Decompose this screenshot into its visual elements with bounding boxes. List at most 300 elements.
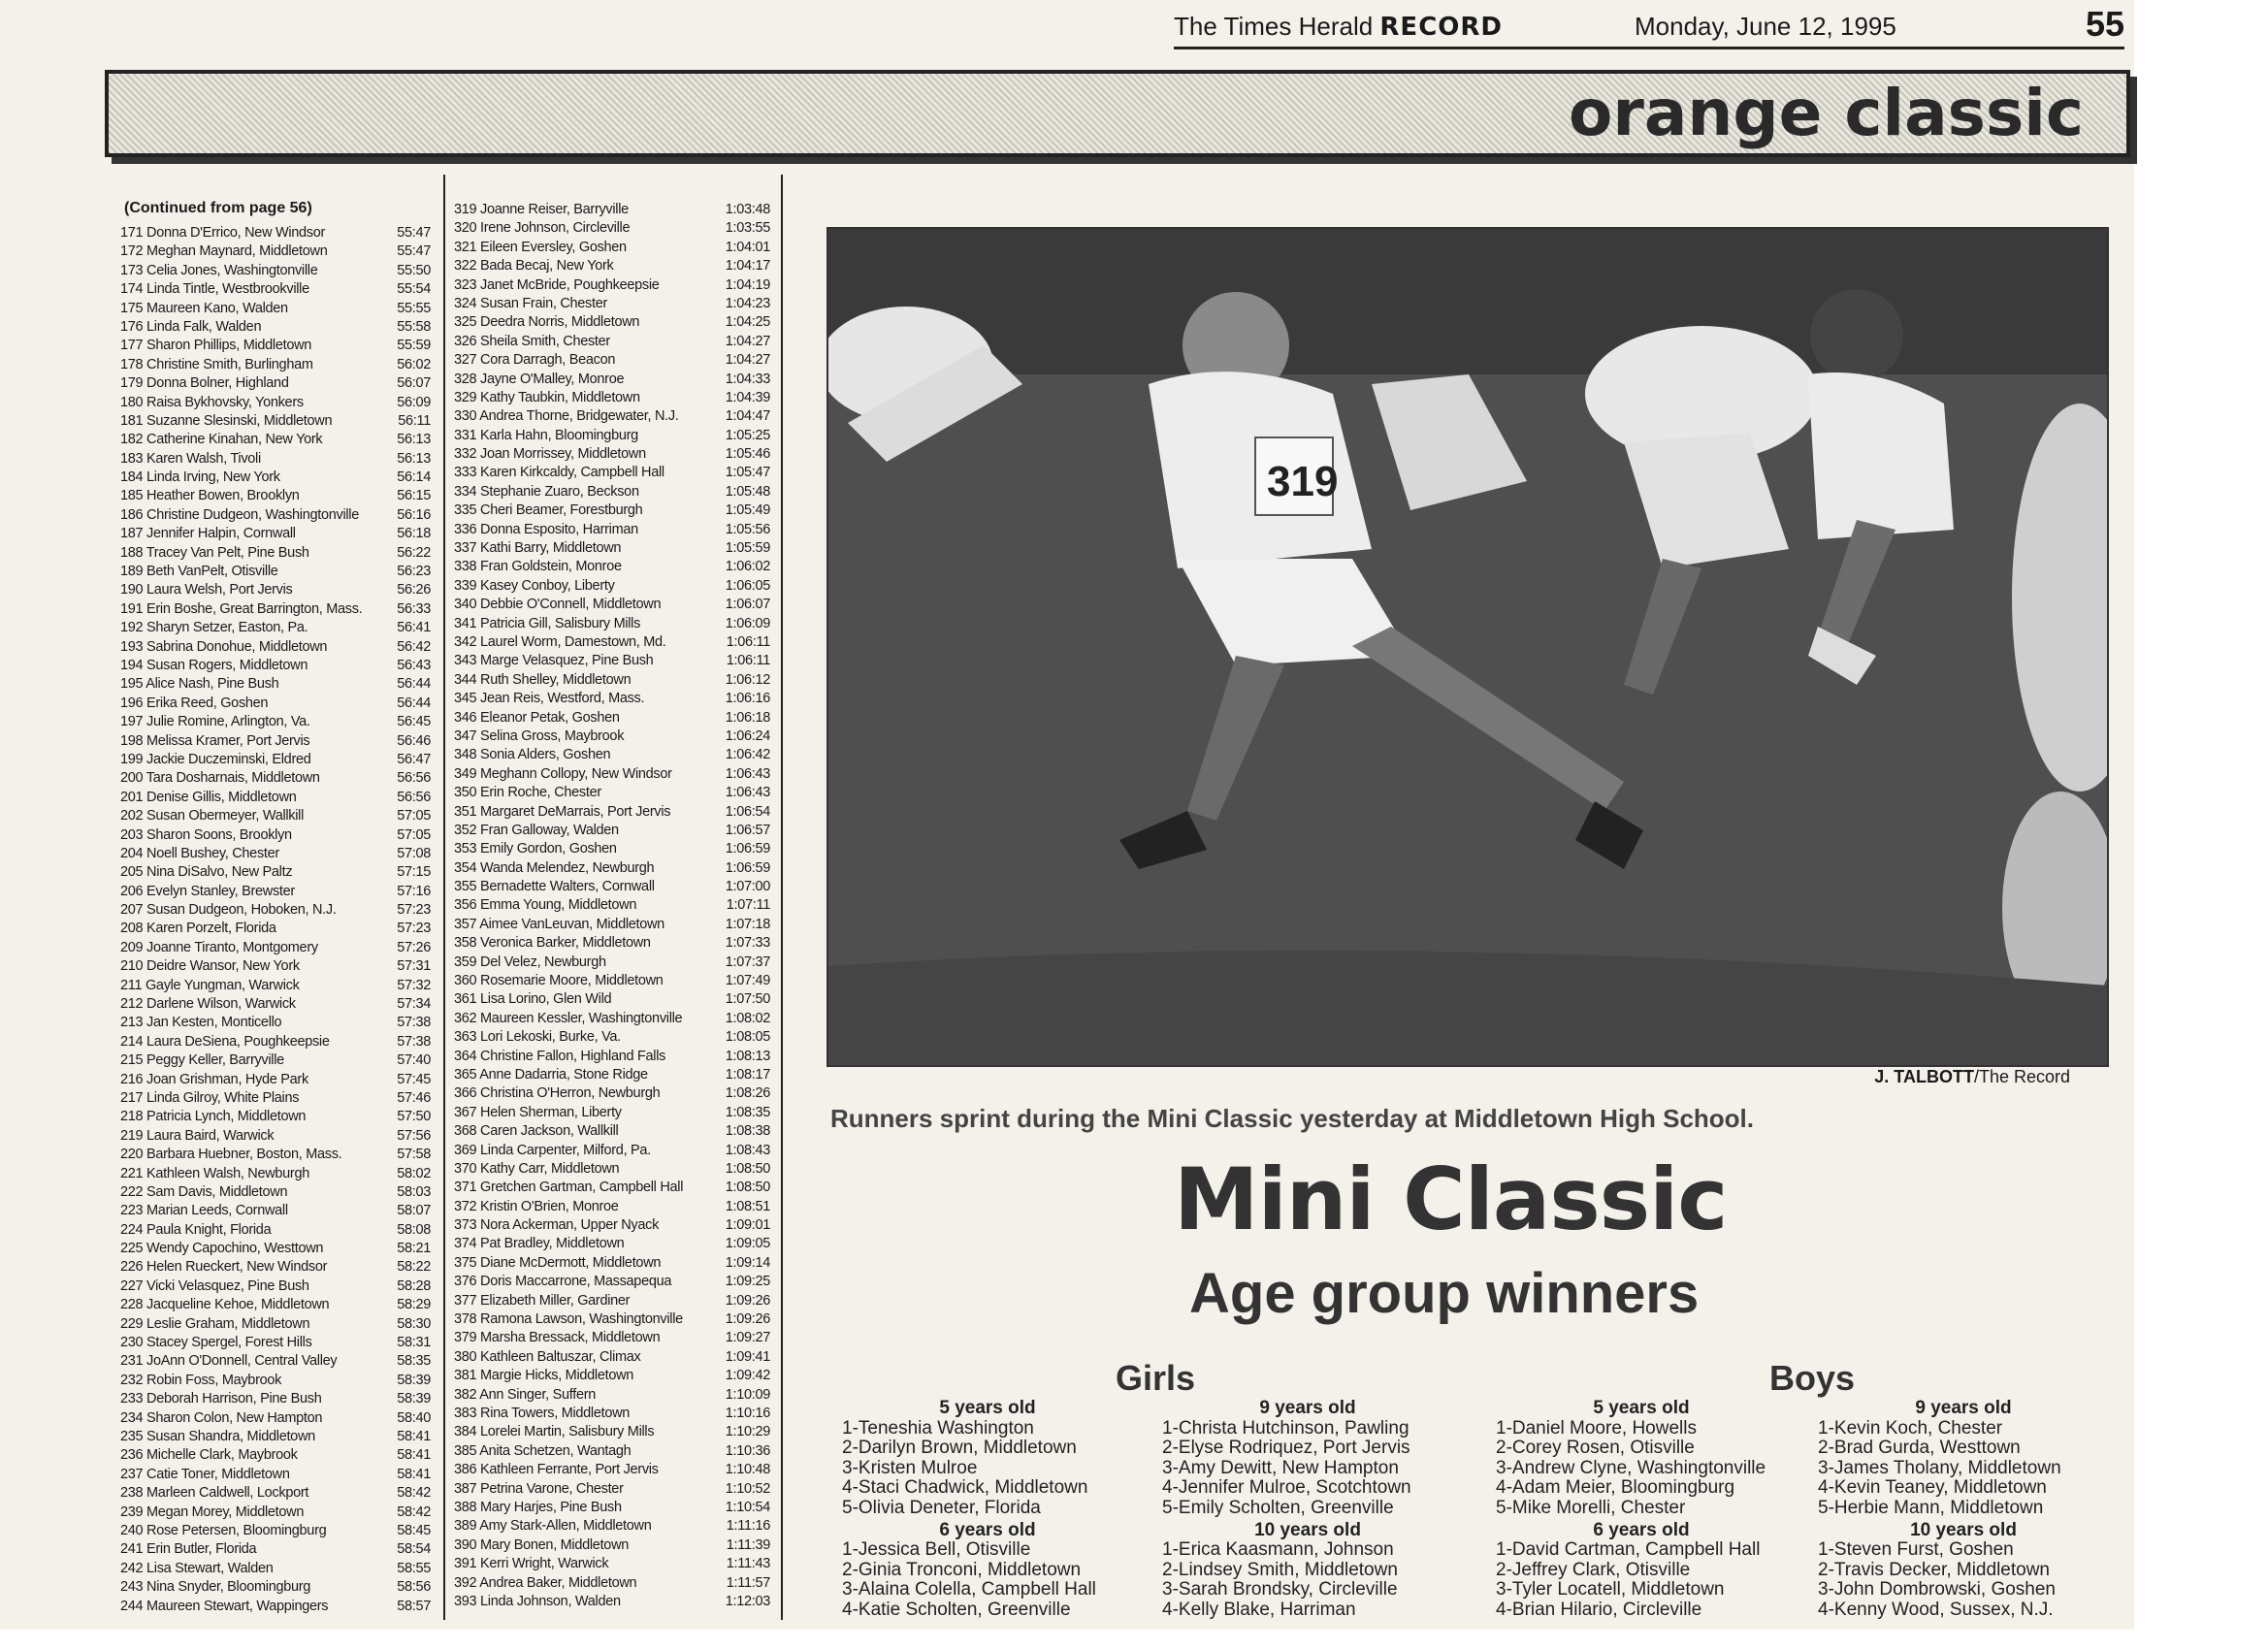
result-row <box>120 280 431 299</box>
runner-name: 374 Pat Bradley, Middletown <box>454 1236 625 1252</box>
finish-time: 1:06:57 <box>725 822 770 838</box>
finish-time: 1:06:18 <box>725 709 770 726</box>
finish-time: 1:06:12 <box>725 671 770 688</box>
runner-name: 348 Sonia Alders, Goshen <box>454 747 611 763</box>
result-row <box>120 657 431 675</box>
result-row <box>120 1089 431 1108</box>
result-row <box>454 878 770 896</box>
finish-time: 1:09:26 <box>725 1292 770 1309</box>
winner-entry: 3-Sarah Brondsky, Circleville <box>1162 1579 1398 1600</box>
runner-name: 393 Linda Johnson, Walden <box>454 1593 621 1609</box>
runner-name: 324 Susan Frain, Chester <box>454 295 608 311</box>
result-row <box>454 1273 770 1291</box>
result-row <box>454 746 770 764</box>
runner-name: 212 Darlene Wilson, Warwick <box>120 996 296 1013</box>
result-row <box>454 840 770 858</box>
result-row <box>454 671 770 690</box>
runner-name: 376 Doris Maccarrone, Massapequa <box>454 1274 672 1290</box>
winner-entry: 3-Kristen Mulroe <box>842 1457 978 1478</box>
finish-time: 57:45 <box>397 1071 431 1087</box>
runner-name: 215 Peggy Keller, Barryville <box>120 1052 284 1069</box>
finish-time: 57:23 <box>397 902 431 919</box>
runner-name: 174 Linda Tintle, Westbrookville <box>120 281 309 298</box>
result-row <box>120 1372 431 1390</box>
runner-name: 200 Tara Dosharnais, Middletown <box>120 770 320 787</box>
runner-name: 220 Barbara Huebner, Boston, Mass. <box>120 1147 342 1163</box>
finish-time: 56:33 <box>397 600 431 617</box>
finish-time: 1:07:37 <box>725 954 770 970</box>
finish-time: 1:07:49 <box>725 973 770 989</box>
runner-name: 230 Stacey Spergel, Forest Hills <box>120 1335 312 1351</box>
winner-entry: 4-Katie Scholten, Greenville <box>842 1599 1071 1620</box>
finish-time: 56:22 <box>397 544 431 561</box>
result-row <box>454 389 770 407</box>
runner-name: 328 Jayne O'Malley, Monroe <box>454 371 625 387</box>
finish-time: 1:06:43 <box>725 785 770 801</box>
result-row <box>454 1480 770 1499</box>
finish-time: 58:42 <box>397 1504 431 1520</box>
finish-time: 57:31 <box>397 958 431 975</box>
runner-name: 216 Joan Grishman, Hyde Park <box>120 1071 308 1087</box>
result-row <box>454 295 770 313</box>
finish-time: 58:30 <box>397 1315 431 1332</box>
result-row <box>120 1484 431 1503</box>
finish-time: 1:06:59 <box>725 841 770 857</box>
winner-entry: 5-Mike Morelli, Chester <box>1496 1497 1686 1518</box>
result-row <box>454 577 770 596</box>
winner-entry: 3-Alaina Colella, Campbell Hall <box>842 1579 1096 1600</box>
finish-time: 1:04:01 <box>725 239 770 255</box>
runner-name: 173 Celia Jones, Washingtonville <box>120 262 318 278</box>
finish-time: 1:05:56 <box>725 521 770 537</box>
result-row <box>120 412 431 431</box>
finish-time: 1:10:52 <box>725 1480 770 1497</box>
runner-name: 186 Christine Dudgeon, Washingtonville <box>120 506 359 523</box>
winner-entry: 2-Corey Rosen, Otisville <box>1496 1438 1695 1459</box>
result-row <box>454 1423 770 1441</box>
winner-entry: 1-Steven Furst, Goshen <box>1818 1539 2014 1561</box>
publication-name: The Times Herald RECORD <box>1174 12 1503 42</box>
runner-name: 238 Marleen Caldwell, Lockport <box>120 1485 309 1502</box>
result-row <box>454 483 770 501</box>
result-row <box>120 431 431 449</box>
finish-time: 1:06:24 <box>725 728 770 744</box>
finish-time: 56:14 <box>397 469 431 486</box>
finish-time: 1:05:46 <box>725 446 770 463</box>
page-number: 55 <box>2085 4 2124 44</box>
finish-time: 56:26 <box>397 582 431 598</box>
svg-text:319: 319 <box>1267 458 1339 505</box>
runner-name: 231 JoAnn O'Donnell, Central Valley <box>120 1353 338 1370</box>
finish-time: 1:08:51 <box>725 1198 770 1214</box>
runner-name: 387 Petrina Varone, Chester <box>454 1480 624 1497</box>
runner-name: 211 Gayle Yungman, Warwick <box>120 977 300 993</box>
column-rule <box>781 175 783 1620</box>
result-row <box>454 1235 770 1253</box>
finish-time: 58:45 <box>397 1522 431 1538</box>
result-row <box>120 242 431 261</box>
age-group <box>1818 1521 2109 1621</box>
winner-entry: 1-Teneshia Washington <box>842 1417 1034 1439</box>
runner-name: 353 Emily Gordon, Goshen <box>454 841 617 857</box>
result-row <box>120 337 431 355</box>
result-row <box>120 1240 431 1258</box>
winner-entry: 1-Jessica Bell, Otisville <box>842 1539 1031 1561</box>
runner-name: 179 Donna Bolner, Highland <box>120 375 289 392</box>
runner-name: 197 Julie Romine, Arlington, Va. <box>120 714 310 730</box>
runner-name: 357 Aimee VanLeuvan, Middletown <box>454 916 664 932</box>
finish-time: 57:05 <box>397 826 431 843</box>
result-row <box>454 1254 770 1273</box>
runner-name: 333 Karen Kirkcaldy, Campbell Hall <box>454 465 664 481</box>
finish-time: 56:16 <box>397 506 431 523</box>
winner-entry: 1-David Cartman, Campbell Hall <box>1496 1539 1761 1561</box>
result-row <box>454 954 770 972</box>
result-row <box>120 1071 431 1089</box>
finish-time: 56:13 <box>397 432 431 448</box>
runner-name: 185 Heather Bowen, Brooklyn <box>120 488 300 504</box>
finish-time: 56:41 <box>397 620 431 636</box>
continued-note: (Continued from page 56) <box>124 200 312 216</box>
result-row <box>454 445 770 464</box>
result-row <box>120 1560 431 1578</box>
finish-time: 1:04:39 <box>725 389 770 405</box>
runners-photo-image <box>828 229 2107 1065</box>
age-group <box>842 1521 1133 1621</box>
finish-time: 1:07:00 <box>725 879 770 895</box>
result-row <box>454 333 770 351</box>
age-group <box>842 1399 1133 1519</box>
result-row <box>120 751 431 769</box>
runner-name: 383 Rina Towers, Middletown <box>454 1406 631 1421</box>
finish-time: 58:03 <box>397 1183 431 1200</box>
runner-name: 223 Marian Leeds, Cornwall <box>120 1203 288 1219</box>
finish-time: 57:56 <box>397 1127 431 1144</box>
finish-time: 1:06:09 <box>725 615 770 631</box>
result-row <box>454 521 770 539</box>
result-row <box>454 1367 770 1385</box>
runner-name: 177 Sharon Phillips, Middletown <box>120 338 312 354</box>
finish-time: 1:09:41 <box>725 1348 770 1365</box>
result-row <box>120 1033 431 1051</box>
result-row <box>120 544 431 563</box>
runner-name: 377 Elizabeth Miller, Gardiner <box>454 1292 631 1309</box>
boys-5-6-column <box>1496 1399 1787 1623</box>
result-row <box>454 313 770 332</box>
winner-entry: 3-Tyler Locatell, Middletown <box>1496 1579 1725 1600</box>
runner-name: 239 Megan Morey, Middletown <box>120 1504 305 1520</box>
finish-time: 1:11:16 <box>726 1518 770 1535</box>
finish-time: 1:10:09 <box>725 1386 770 1403</box>
runner-name: 350 Erin Roche, Chester <box>454 785 601 801</box>
result-row <box>120 619 431 637</box>
finish-time: 56:47 <box>397 751 431 767</box>
result-row <box>454 990 770 1009</box>
runner-name: 193 Sabrina Donohue, Middletown <box>120 638 328 655</box>
result-row <box>120 581 431 599</box>
finish-time: 1:06:16 <box>725 691 770 707</box>
age-group-title: 5 years old <box>939 1398 1036 1418</box>
finish-time: 57:23 <box>397 921 431 937</box>
finish-time: 58:56 <box>397 1579 431 1596</box>
finish-time: 56:11 <box>398 412 431 429</box>
result-row <box>120 224 431 242</box>
girls-label: Girls <box>1116 1358 1196 1398</box>
runner-name: 228 Jacqueline Kehoe, Middletown <box>120 1297 330 1313</box>
runner-name: 244 Maureen Stewart, Wappingers <box>120 1598 329 1614</box>
runner-name: 381 Margie Hicks, Middletown <box>454 1368 634 1384</box>
runner-name: 199 Jackie Duczeminski, Eldred <box>120 751 311 767</box>
runner-name: 226 Helen Rueckert, New Windsor <box>120 1259 328 1276</box>
runner-name: 329 Kathy Taubkin, Middletown <box>454 389 640 405</box>
runner-name: 218 Patricia Lynch, Middletown <box>120 1109 307 1125</box>
winner-entry: 4-Kelly Blake, Harriman <box>1162 1599 1356 1620</box>
result-row <box>120 1334 431 1352</box>
runner-name: 217 Linda Gilroy, White Plains <box>120 1089 300 1106</box>
result-row <box>454 1160 770 1179</box>
result-row <box>454 1179 770 1197</box>
finish-time: 55:47 <box>397 225 431 241</box>
runner-name: 390 Mary Bonen, Middletown <box>454 1536 629 1553</box>
runner-name: 359 Del Velez, Newburgh <box>454 954 606 970</box>
result-row <box>454 1517 770 1536</box>
winner-entry: 2-Elyse Rodriquez, Port Jervis <box>1162 1438 1410 1459</box>
result-row <box>120 469 431 487</box>
finish-time: 1:06:43 <box>725 765 770 782</box>
running-header <box>1174 4 2124 49</box>
finish-time: 1:07:50 <box>725 991 770 1008</box>
finish-time: 58:57 <box>397 1598 431 1614</box>
result-row <box>120 1258 431 1277</box>
age-group <box>1496 1399 1787 1519</box>
winner-entry: 1-Daniel Moore, Howells <box>1496 1417 1697 1439</box>
winner-entry: 5-Herbie Mann, Middletown <box>1818 1497 2044 1518</box>
result-row <box>454 257 770 275</box>
runner-name: 345 Jean Reis, Westford, Mass. <box>454 691 645 707</box>
runner-name: 225 Wendy Capochino, Westtown <box>120 1241 324 1257</box>
runner-name: 182 Catherine Kinahan, New York <box>120 432 323 448</box>
winner-entry: 4-Staci Chadwick, Middletown <box>842 1477 1088 1499</box>
finish-time: 57:26 <box>397 939 431 955</box>
finish-time: 57:34 <box>397 996 431 1013</box>
result-row <box>120 995 431 1014</box>
result-row <box>454 896 770 915</box>
runner-name: 347 Selina Gross, Maybrook <box>454 728 625 744</box>
result-row <box>454 219 770 238</box>
runner-name: 341 Patricia Gill, Salisbury Mills <box>454 615 641 631</box>
runner-name: 352 Fran Galloway, Walden <box>454 822 619 838</box>
finish-time: 1:06:11 <box>726 633 770 650</box>
runner-name: 325 Deedra Norris, Middletown <box>454 314 640 331</box>
finish-time: 1:09:01 <box>725 1217 770 1234</box>
boys-9-10-column <box>1818 1399 2109 1623</box>
runner-name: 368 Caren Jackson, Wallkill <box>454 1123 619 1140</box>
result-row <box>120 1051 431 1070</box>
finish-time: 1:08:50 <box>725 1160 770 1177</box>
runner-name: 233 Deborah Harrison, Pine Bush <box>120 1391 322 1407</box>
runner-name: 378 Ramona Lawson, Washingtonville <box>454 1311 683 1328</box>
result-row <box>120 769 431 788</box>
result-row <box>120 883 431 901</box>
runner-name: 380 Kathleen Baltuszar, Climax <box>454 1348 641 1365</box>
result-row <box>454 1216 770 1235</box>
finish-time: 56:56 <box>397 770 431 787</box>
finish-time: 1:04:25 <box>725 314 770 331</box>
finish-time: 1:04:17 <box>725 258 770 275</box>
result-row <box>454 1198 770 1216</box>
result-row <box>120 356 431 374</box>
runner-name: 221 Kathleen Walsh, Newburgh <box>120 1165 309 1181</box>
result-row <box>454 1593 770 1611</box>
result-row <box>454 972 770 990</box>
runner-name: 339 Kasey Conboy, Liberty <box>454 577 615 594</box>
finish-time: 1:07:33 <box>725 935 770 952</box>
runner-name: 175 Maureen Kano, Walden <box>120 300 288 316</box>
girls-5-6-column <box>842 1399 1133 1623</box>
finish-time: 56:44 <box>397 676 431 693</box>
result-row <box>454 1574 770 1593</box>
runner-name: 382 Ann Singer, Suffern <box>454 1386 597 1403</box>
runner-name: 234 Sharon Colon, New Hampton <box>120 1409 323 1426</box>
finish-time: 58:31 <box>397 1335 431 1351</box>
runner-name: 379 Marsha Bressack, Middletown <box>454 1330 661 1346</box>
finish-time: 1:11:43 <box>726 1556 770 1572</box>
finish-time: 1:09:26 <box>725 1311 770 1328</box>
runner-name: 242 Lisa Stewart, Walden <box>120 1560 274 1576</box>
finish-time: 1:05:59 <box>725 540 770 557</box>
finish-time: 1:08:38 <box>725 1123 770 1140</box>
runner-name: 206 Evelyn Stanley, Brewster <box>120 883 295 899</box>
finish-time: 56:09 <box>397 394 431 410</box>
runner-name: 241 Erin Butler, Florida <box>120 1541 257 1558</box>
finish-time: 1:05:49 <box>725 502 770 519</box>
result-row <box>454 728 770 746</box>
runner-name: 372 Kristin O'Brien, Monroe <box>454 1198 619 1214</box>
finish-time: 58:39 <box>397 1391 431 1407</box>
runner-name: 196 Erika Reed, Goshen <box>120 695 269 711</box>
result-row <box>454 1555 770 1573</box>
runner-name: 209 Joanne Tiranto, Montgomery <box>120 939 318 955</box>
result-row <box>454 1292 770 1310</box>
result-row <box>454 615 770 633</box>
finish-time: 1:09:05 <box>725 1236 770 1252</box>
finish-time: 56:44 <box>397 695 431 711</box>
runner-name: 367 Helen Sherman, Liberty <box>454 1104 622 1120</box>
finish-time: 1:10:48 <box>725 1462 770 1478</box>
runner-name: 188 Tracey Van Pelt, Pine Bush <box>120 544 309 561</box>
result-row <box>454 371 770 389</box>
finish-time: 58:55 <box>397 1560 431 1576</box>
results-column-2 <box>454 201 770 1611</box>
finish-time: 58:35 <box>397 1353 431 1370</box>
runner-name: 320 Irene Johnson, Circleville <box>454 220 631 237</box>
winner-entry: 2-Darilyn Brown, Middletown <box>842 1438 1077 1459</box>
runner-name: 326 Sheila Smith, Chester <box>454 333 610 349</box>
result-row <box>120 300 431 318</box>
result-row <box>454 1010 770 1028</box>
runner-name: 331 Karla Hahn, Bloomingburg <box>454 427 638 443</box>
finish-time: 58:21 <box>397 1241 431 1257</box>
result-row <box>454 1348 770 1367</box>
result-row <box>120 1146 431 1164</box>
runner-name: 191 Erin Boshe, Great Barrington, Mass. <box>120 600 363 617</box>
result-row <box>120 789 431 807</box>
result-row <box>120 939 431 957</box>
runner-name: 321 Eileen Eversley, Goshen <box>454 239 627 255</box>
finish-time: 1:08:26 <box>725 1085 770 1102</box>
finish-time: 1:08:35 <box>725 1104 770 1120</box>
finish-time: 1:04:27 <box>725 333 770 349</box>
result-row <box>454 407 770 426</box>
result-row <box>120 920 431 938</box>
winner-entry: 5-Emily Scholten, Greenville <box>1162 1497 1394 1518</box>
runner-name: 184 Linda Irving, New York <box>120 469 280 486</box>
finish-time: 1:04:33 <box>725 371 770 387</box>
winner-entry: 3-John Dombrowski, Goshen <box>1818 1579 2056 1600</box>
finish-time: 58:54 <box>397 1541 431 1558</box>
winner-entry: 4-Kevin Teaney, Middletown <box>1818 1477 2047 1499</box>
finish-time: 56:18 <box>397 526 431 542</box>
result-row <box>120 845 431 863</box>
finish-time: 56:07 <box>397 375 431 392</box>
finish-time: 1:06:05 <box>725 577 770 594</box>
runner-name: 227 Vicki Velasquez, Pine Bush <box>120 1277 309 1294</box>
finish-time: 1:10:54 <box>725 1499 770 1515</box>
runner-name: 355 Bernadette Walters, Cornwall <box>454 879 655 895</box>
runner-name: 371 Gretchen Gartman, Campbell Hall <box>454 1180 684 1196</box>
runner-name: 205 Nina DiSalvo, New Paltz <box>120 864 293 881</box>
result-row <box>120 1221 431 1240</box>
finish-time: 1:06:54 <box>725 803 770 820</box>
finish-time: 1:03:55 <box>725 220 770 237</box>
result-row <box>120 374 431 393</box>
winner-entry: 2-Brad Gurda, Westtown <box>1818 1438 2021 1459</box>
result-row <box>454 1310 770 1329</box>
runner-name: 334 Stephanie Zuaro, Beckson <box>454 483 639 500</box>
winner-entry: 2-Travis Decker, Middletown <box>1818 1559 2050 1580</box>
result-row <box>454 539 770 558</box>
finish-time: 55:55 <box>397 300 431 316</box>
runner-name: 362 Maureen Kessler, Washingtonville <box>454 1010 683 1026</box>
finish-time: 57:05 <box>397 808 431 824</box>
finish-time: 58:22 <box>397 1259 431 1276</box>
age-group <box>1818 1399 2109 1519</box>
finish-time: 57:16 <box>397 883 431 899</box>
result-row <box>454 859 770 878</box>
winner-entry: 1-Erica Kaasmann, Johnson <box>1162 1539 1394 1561</box>
result-row <box>120 1522 431 1540</box>
result-row <box>454 596 770 614</box>
runner-name: 356 Emma Young, Middletown <box>454 897 637 914</box>
finish-time: 1:09:42 <box>725 1368 770 1384</box>
headline: Mini Classic <box>1174 1149 1728 1249</box>
result-row <box>120 1428 431 1446</box>
age-group-title: 10 years old <box>1254 1519 1361 1540</box>
result-row <box>120 1540 431 1559</box>
result-row <box>120 318 431 337</box>
age-group-title: 10 years old <box>1910 1519 2017 1540</box>
result-row <box>120 1504 431 1522</box>
runner-name: 373 Nora Ackerman, Upper Nyack <box>454 1217 660 1234</box>
age-group-title: 6 years old <box>1593 1519 1690 1540</box>
age-group-title: 6 years old <box>939 1519 1036 1540</box>
result-row <box>120 695 431 713</box>
winner-entry: 2-Lindsey Smith, Middletown <box>1162 1559 1398 1580</box>
finish-time: 58:41 <box>397 1466 431 1482</box>
result-row <box>454 201 770 219</box>
runner-name: 389 Amy Stark-Allen, Middletown <box>454 1518 652 1535</box>
result-row <box>120 901 431 920</box>
